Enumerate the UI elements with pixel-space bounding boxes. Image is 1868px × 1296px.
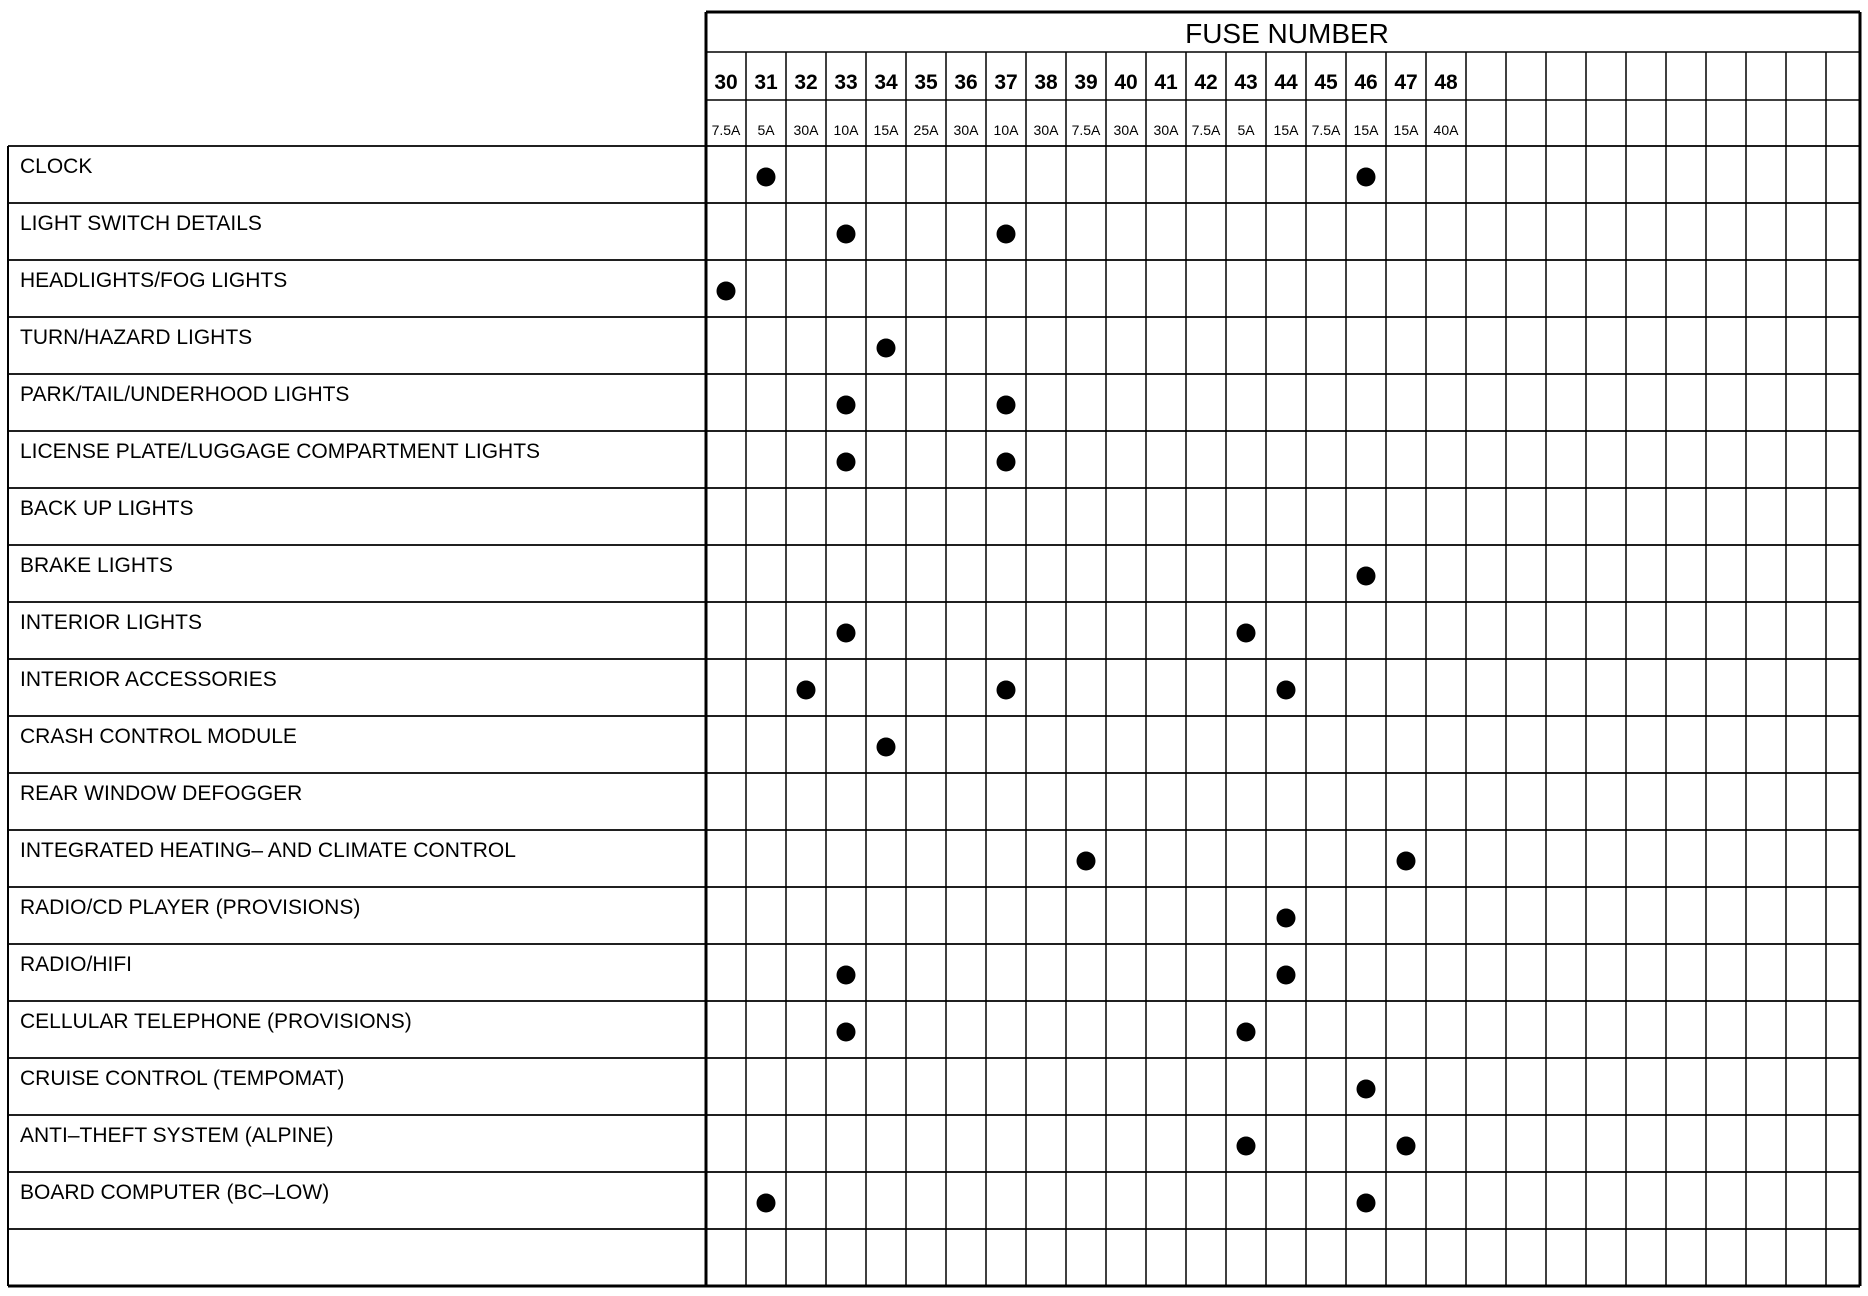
fuse-dot [757,168,776,187]
fuse-number-48: 48 [1434,71,1458,94]
fuse-dot [837,1023,856,1042]
row-label: TURN/HAZARD LIGHTS [20,326,253,349]
row-label: REAR WINDOW DEFOGGER [20,782,303,805]
fuse-number-44: 44 [1274,71,1298,94]
fuse-rating-31: 5A [757,122,775,138]
row-label: RADIO/CD PLAYER (PROVISIONS) [20,896,361,919]
fuse-number-36: 36 [954,71,978,94]
fuse-rating-45: 7.5A [1311,122,1341,138]
grid-lines [8,12,1860,1286]
row-label: BOARD COMPUTER (BC–LOW) [20,1181,330,1204]
row-label: PARK/TAIL/UNDERHOOD LIGHTS [20,383,350,406]
fuse-dot [757,1194,776,1213]
row-label: CRASH CONTROL MODULE [20,725,297,748]
fuse-number-32: 32 [794,71,818,94]
row-label: BACK UP LIGHTS [20,497,194,520]
fuse-rating-34: 15A [873,122,899,138]
row-label: INTERIOR ACCESSORIES [20,668,277,691]
fuse-rating-38: 30A [1033,122,1059,138]
fuse-number-47: 47 [1394,71,1418,94]
fuse-number-34: 34 [874,71,898,94]
fuse-rating-39: 7.5A [1071,122,1101,138]
fuse-rating-46: 15A [1353,122,1379,138]
fuse-dot [837,453,856,472]
fuse-rating-37: 10A [993,122,1019,138]
fuse-dot [1357,1194,1376,1213]
fuse-dot [1357,1080,1376,1099]
fuse-dot [837,396,856,415]
fuse-rating-43: 5A [1237,122,1255,138]
fuse-rating-47: 15A [1393,122,1419,138]
fuse-rating-41: 30A [1153,122,1179,138]
fuse-number-38: 38 [1034,71,1058,94]
fuse-number-45: 45 [1314,71,1338,94]
fuse-rating-48: 40A [1433,122,1459,138]
fuse-rating-32: 30A [793,122,819,138]
fuse-number-37: 37 [994,71,1018,94]
row-label: CRUISE CONTROL (TEMPOMAT) [20,1067,345,1090]
fuse-number-39: 39 [1074,71,1098,94]
fuse-dot [1277,909,1296,928]
row-label: CELLULAR TELEPHONE (PROVISIONS) [20,1010,412,1033]
row-label: LIGHT SWITCH DETAILS [20,212,262,235]
row-label: LICENSE PLATE/LUGGAGE COMPARTMENT LIGHTS [20,440,541,463]
fuse-number-41: 41 [1154,71,1178,94]
fuse-dot [997,396,1016,415]
row-label: BRAKE LIGHTS [20,554,173,577]
fuse-dot [837,966,856,985]
fuse-number-35: 35 [914,71,938,94]
fuse-dot [1277,681,1296,700]
fuse-rating-30: 7.5A [711,122,741,138]
fuse-dot [1397,852,1416,871]
fuse-dot [997,681,1016,700]
fuse-rating-35: 25A [913,122,939,138]
fuse-number-title: FUSE NUMBER [1185,18,1389,49]
fuse-number-42: 42 [1194,71,1218,94]
fuse-dot [997,225,1016,244]
row-label: INTERIOR LIGHTS [20,611,203,634]
row-label: CLOCK [20,155,93,178]
fuse-dot [1397,1137,1416,1156]
fuse-dot [1357,168,1376,187]
fuse-dot [1357,567,1376,586]
fuse-number-43: 43 [1234,71,1258,94]
fuse-dot [717,282,736,301]
row-label: HEADLIGHTS/FOG LIGHTS [20,269,288,292]
fuse-dot [877,339,896,358]
fuse-dot [1237,1023,1256,1042]
row-label: INTEGRATED HEATING– AND CLIMATE CONTROL [20,839,516,862]
fuse-number-40: 40 [1114,71,1138,94]
row-label: ANTI–THEFT SYSTEM (ALPINE) [20,1124,334,1147]
fuse-dot [797,681,816,700]
fuse-rating-40: 30A [1113,122,1139,138]
fuse-dot [837,225,856,244]
fuse-dot [1077,852,1096,871]
fuse-dot [1237,1137,1256,1156]
row-label: RADIO/HIFI [20,953,133,976]
fuse-rating-36: 30A [953,122,979,138]
fuse-dot [997,453,1016,472]
fuse-rating-44: 15A [1273,122,1299,138]
fuse-rating-42: 7.5A [1191,122,1221,138]
fuse-number-31: 31 [754,71,778,94]
fuse-dot [837,624,856,643]
fuse-number-33: 33 [834,71,858,94]
fuse-dot [877,738,896,757]
fuse-number-30: 30 [714,71,738,94]
fuse-dot [1277,966,1296,985]
fuse-number-46: 46 [1354,71,1378,94]
fuse-rating-33: 10A [833,122,859,138]
fuse-dot [1237,624,1256,643]
